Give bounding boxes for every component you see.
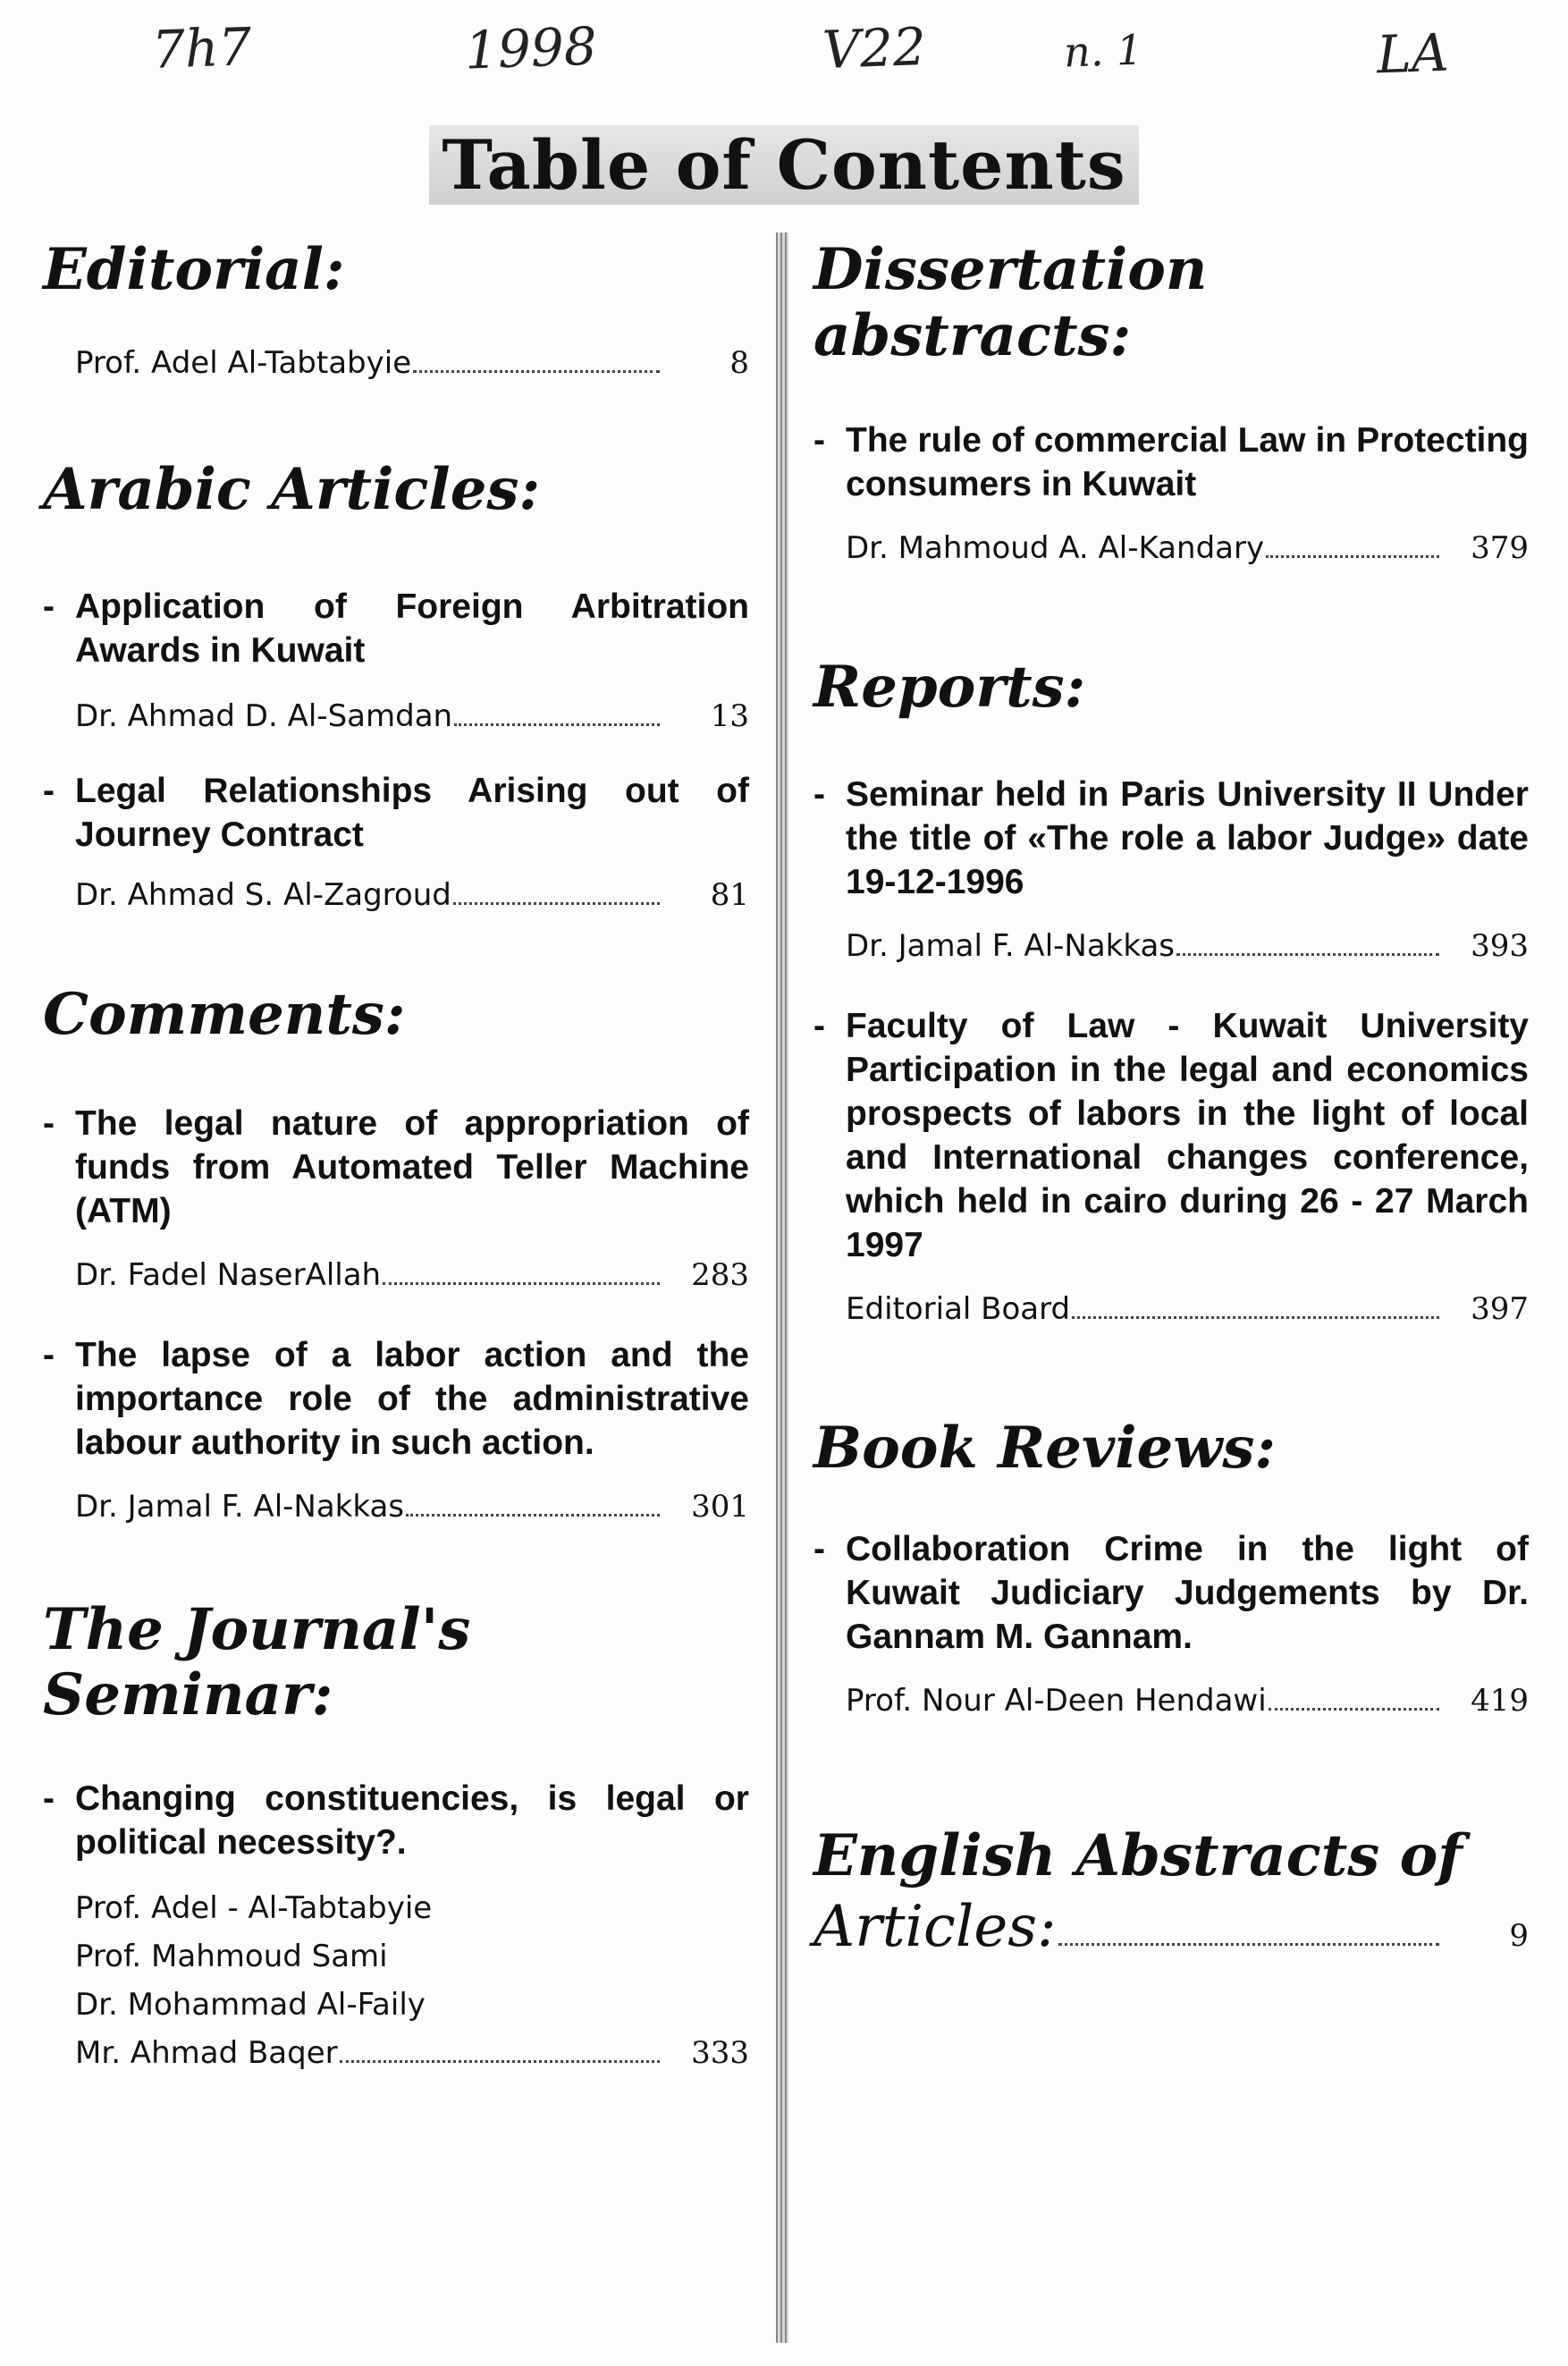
page-number: 9	[1509, 1917, 1529, 1954]
dot-leader	[454, 723, 660, 726]
toc-entry[interactable]	[814, 773, 1529, 970]
author: Mr. Ahmad Baqer	[75, 2034, 338, 2071]
article-title: - The legal nature of appropriation of funds from Automated Teller Machine (ATM)	[43, 1103, 749, 1230]
dot-leader	[1266, 555, 1439, 558]
author-row	[814, 524, 1529, 572]
page-number: 333	[691, 2034, 749, 2071]
section-heading-english-abstracts: English Abstracts of	[814, 1822, 1463, 1890]
toc-entry[interactable]	[43, 585, 749, 740]
dot-leader	[1072, 1316, 1439, 1319]
author-row	[814, 1285, 1529, 1333]
section-heading-editorial: Editorial:	[43, 236, 345, 303]
column-divider	[776, 232, 788, 2343]
article-title: - Application of Foreign Arbitration Awards in Kuwait	[43, 587, 749, 671]
author-row	[814, 1677, 1529, 1725]
handwritten-annotation: LA	[1375, 21, 1450, 86]
author-name: Prof. Adel - Al-Tabtabyie	[75, 1889, 433, 1926]
page-number: 13	[710, 698, 749, 735]
dot-leader	[453, 902, 660, 905]
page-number: 379	[1471, 530, 1529, 567]
handwritten-annotation: 7h7	[150, 16, 253, 80]
page-number: 419	[1471, 1683, 1529, 1720]
author-row	[43, 871, 749, 919]
dot-leader	[1269, 1708, 1439, 1711]
article-title: - Collaboration Crime in the light of Kuwait Judiciary Judgements by Dr. Gannam M. Gannam.	[814, 1530, 1529, 1657]
author: Editorial Board	[846, 1290, 1071, 1327]
section-heading-book-reviews: Book Reviews:	[814, 1414, 1276, 1482]
author: Dr. Ahmad D. Al-Samdan	[75, 698, 453, 735]
dot-leader	[383, 1282, 660, 1285]
page-title: Table of Contents	[0, 125, 1568, 205]
toc-entry[interactable]	[43, 769, 749, 919]
author-row	[43, 692, 749, 740]
author: Dr. Jamal F. Al-Nakkas	[75, 1488, 405, 1525]
author-name: Prof. Mahmoud Sami	[75, 1938, 388, 1974]
section-heading-dissertation-abstracts: Dissertation abstracts:	[814, 236, 1208, 369]
author: Dr. Jamal F. Al-Nakkas	[846, 927, 1176, 964]
dot-leader	[340, 2060, 660, 2063]
page-number: 397	[1471, 1290, 1529, 1327]
author: Prof. Adel Al-Tabtabyie	[75, 344, 412, 381]
author: Dr. Fadel NaserAllah	[75, 1256, 382, 1293]
page-number: 8	[729, 344, 749, 381]
toc-entry[interactable]	[814, 418, 1529, 572]
toc-entry[interactable]	[814, 1004, 1529, 1333]
handwritten-annotation: V22	[821, 16, 927, 80]
right-column	[814, 237, 1529, 1961]
toc-entry-english-abstracts[interactable]	[814, 1895, 1529, 1961]
author-row	[43, 1251, 749, 1299]
section-heading-comments: Comments:	[43, 981, 406, 1049]
toc-entry[interactable]	[43, 1777, 749, 2077]
article-title: - The lapse of a labor action and the importance role of the administrative labour authority in such action.	[43, 1335, 749, 1462]
author-name: Dr. Mohammad Al-Faily	[75, 1986, 426, 2023]
dot-leader	[406, 1514, 660, 1517]
author-row	[43, 1483, 749, 1531]
toc-entry-editorial[interactable]	[43, 339, 749, 387]
page-number: 283	[691, 1256, 749, 1293]
dot-leader	[413, 370, 660, 373]
article-title: - Legal Relationships Arising out of Journey Contract	[43, 772, 749, 855]
page-number: 301	[691, 1488, 749, 1525]
section-heading-journal-seminar: The Journal's Seminar:	[43, 1595, 471, 1729]
article-title: - Seminar held in Paris University II Under the title of «The role a labor Judge» date 19-12-1996	[814, 774, 1529, 901]
handwritten-annotation: 1998	[463, 15, 598, 81]
toc-entry[interactable]	[43, 1333, 749, 1531]
author: Prof. Nour Al-Deen Hendawi	[846, 1683, 1267, 1720]
handwritten-annotation: n. 1	[1063, 25, 1144, 77]
article-title: - Faculty of Law - Kuwait University Participation in the legal and economics prospects of labors in the light of local and International changes conference, which held in cairo during 26 - 27 March 1997	[814, 1006, 1529, 1264]
author-row	[43, 2029, 749, 2077]
toc-entry[interactable]	[43, 1102, 749, 1299]
section-heading-english-abstracts-cont: Articles:	[814, 1893, 1057, 1960]
dot-leader	[1176, 953, 1439, 956]
section-heading-reports: Reports:	[814, 654, 1086, 722]
article-title: - Changing constituencies, is legal or political necessity?.	[43, 1779, 749, 1862]
author: Dr. Mahmoud A. Al-Kandary	[846, 530, 1265, 567]
left-column	[43, 237, 749, 2077]
toc-entry[interactable]	[814, 1527, 1529, 1725]
author: Dr. Ahmad S. Al-Zagroud	[75, 877, 451, 914]
page-number: 81	[710, 877, 749, 914]
page-number: 393	[1471, 927, 1529, 964]
section-heading-arabic-articles: Arabic Articles:	[43, 455, 541, 523]
article-title: - The rule of commercial Law in Protecting consumers in Kuwait	[814, 421, 1529, 504]
author-row	[814, 922, 1529, 970]
dot-leader	[1058, 1943, 1439, 1946]
